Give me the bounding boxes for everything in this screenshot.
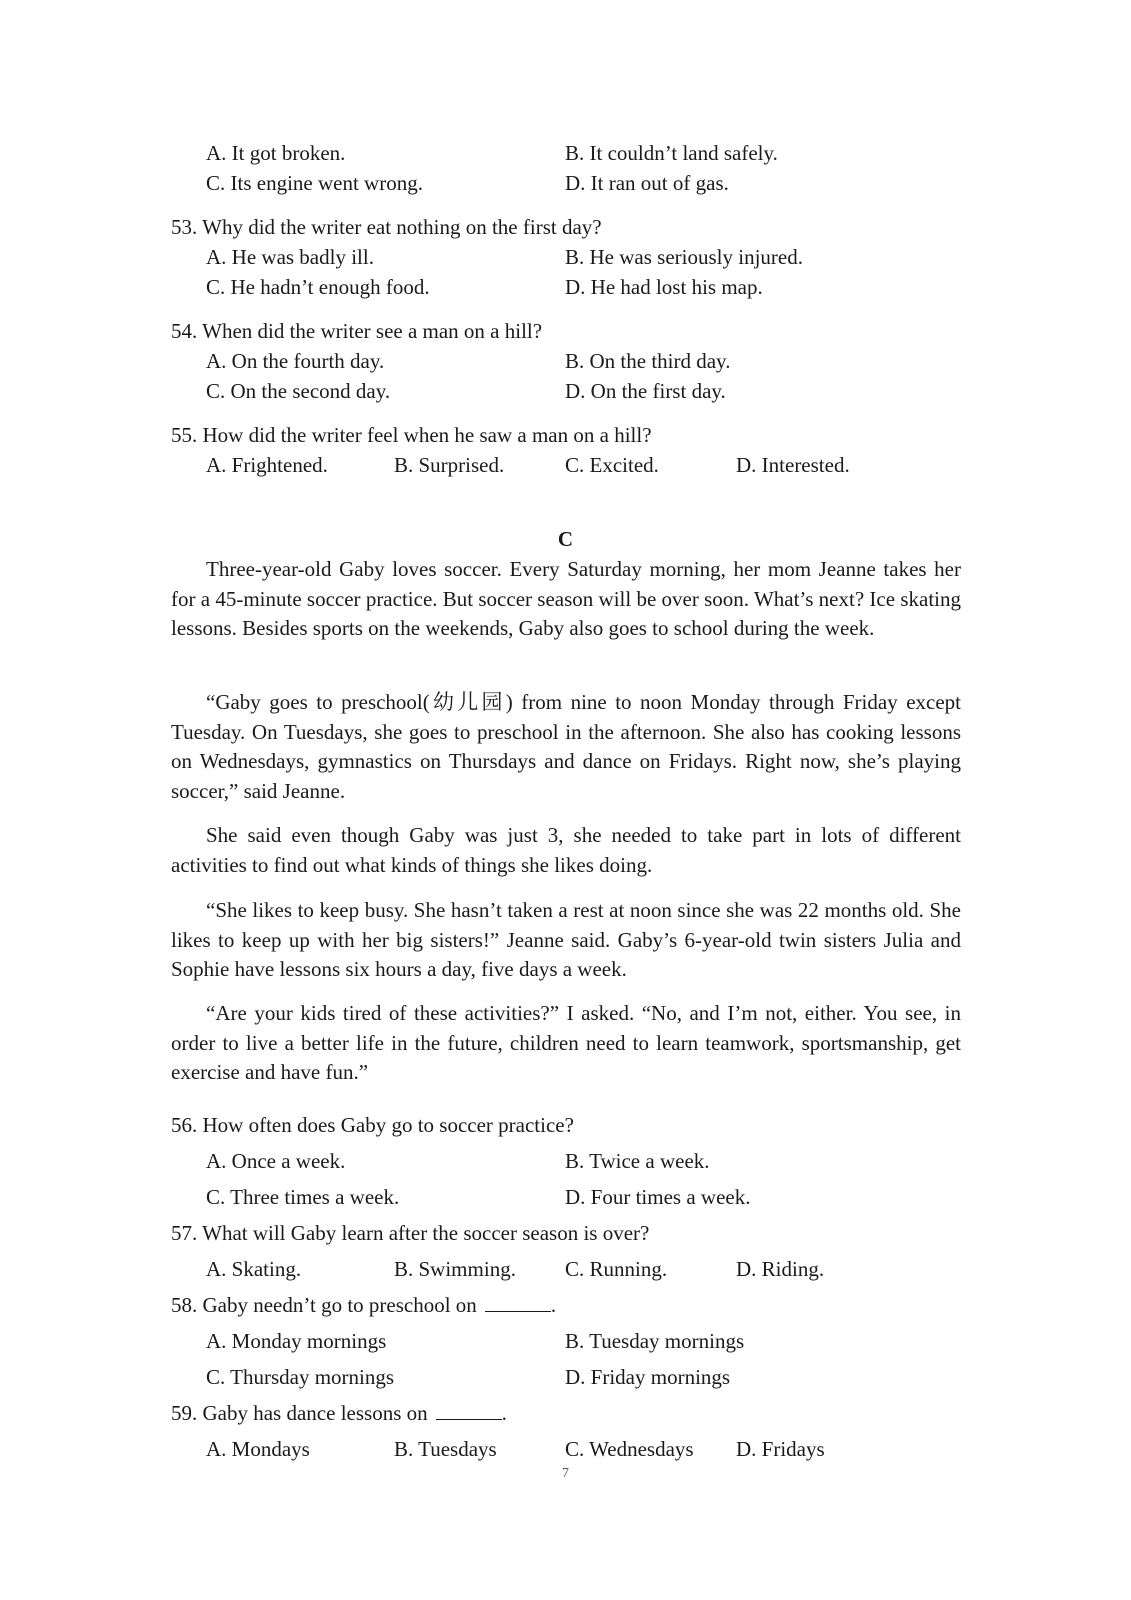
- q53-option-a: A. He was badly ill.: [206, 245, 374, 269]
- passage-paragraph-3: She said even though Gaby was just 3, she needed to take part in lots of different activities to find out what kinds of things she likes doing.: [171, 823, 961, 877]
- q56-option-a: A. Once a week.: [206, 1149, 346, 1173]
- q57-option-d: D. Riding.: [736, 1257, 825, 1281]
- q57-option-c: C. Running.: [565, 1257, 668, 1281]
- q55-option-d: D. Interested.: [736, 453, 850, 477]
- q59-option-d: D. Fridays: [736, 1437, 825, 1461]
- passage-paragraph-4: “She likes to keep busy. She hasn’t taken a rest at noon since she was 22 months old. She likes to keep up with her big sisters!” Jeanne said. Gaby’s 6-year-old twin sisters Julia and Sophie have lessons six hours a day, five days a week.: [171, 898, 961, 981]
- q55-option-b: B. Surprised.: [394, 453, 505, 477]
- q59-option-b: B. Tuesdays: [394, 1437, 497, 1461]
- q59-option-a: A. Mondays: [206, 1437, 310, 1461]
- q57-option-b: B. Swimming.: [394, 1257, 516, 1281]
- q58-answer-blank: [485, 1294, 551, 1312]
- passage-paragraph-2: “Gaby goes to preschool(幼儿园) from nine to noon Monday through Friday except Tuesday. On Tuesdays, she goes to preschool in the afternoon. She also has cooking lessons on Wednesdays, gymnastics on Thursdays and dance on Fridays. Right now, she’s playing soccer,” said Jeanne.: [171, 690, 961, 803]
- passage-paragraph-5: “Are your kids tired of these activities?” I asked. “No, and I’m not, either. You see, in order to live a better life in the future, children need to learn teamwork, sportsmanship, get exercise and have fun.”: [171, 1001, 961, 1084]
- q59-question: 59. Gaby has dance lessons on: [171, 1401, 428, 1425]
- q57-question: 57. What will Gaby learn after the soccer season is over?: [171, 1221, 650, 1245]
- q54-option-c: C. On the second day.: [206, 379, 391, 403]
- section-heading: C: [557, 527, 574, 551]
- q59-answer-blank: [436, 1402, 502, 1420]
- q59-question-line: [171, 1400, 507, 1426]
- q58-option-d: D. Friday mornings: [565, 1365, 731, 1389]
- q58-question-line: [171, 1292, 556, 1318]
- q53-option-c: C. He hadn’t enough food.: [206, 275, 430, 299]
- q54-option-a: A. On the fourth day.: [206, 349, 385, 373]
- q58-option-b: B. Tuesday mornings: [565, 1329, 745, 1353]
- q52-option-a: A. It got broken.: [206, 141, 346, 165]
- q56-option-b: B. Twice a week.: [565, 1149, 710, 1173]
- q56-option-c: C. Three times a week.: [206, 1185, 400, 1209]
- page-number: 7: [562, 1466, 569, 1481]
- q56-option-d: D. Four times a week.: [565, 1185, 751, 1209]
- q53-option-b: B. He was seriously injured.: [565, 245, 803, 269]
- q59-question-end: .: [501, 1401, 507, 1425]
- q54-question: 54. When did the writer see a man on a hill?: [171, 319, 543, 343]
- q53-question: 53. Why did the writer eat nothing on the first day?: [171, 215, 602, 239]
- q55-option-c: C. Excited.: [565, 453, 659, 477]
- q53-option-d: D. He had lost his map.: [565, 275, 763, 299]
- q54-option-b: B. On the third day.: [565, 349, 731, 373]
- q56-question: 56. How often does Gaby go to soccer practice?: [171, 1113, 574, 1137]
- passage-paragraph-1: Three-year-old Gaby loves soccer. Every Saturday morning, her mom Jeanne takes her for a 45-minute soccer practice. But soccer season will be over soon. What’s next? Ice skating lessons. Besides sports on the weekends, Gaby also goes to school during the week.: [171, 557, 961, 640]
- q58-option-c: C. Thursday mornings: [206, 1365, 395, 1389]
- q52-option-b: B. It couldn’t land safely.: [565, 141, 778, 165]
- q57-option-a: A. Skating.: [206, 1257, 302, 1281]
- q55-option-a: A. Frightened.: [206, 453, 328, 477]
- q54-option-d: D. On the first day.: [565, 379, 726, 403]
- q58-option-a: A. Monday mornings: [206, 1329, 387, 1353]
- q52-option-c: C. Its engine went wrong.: [206, 171, 423, 195]
- q55-question: 55. How did the writer feel when he saw a man on a hill?: [171, 423, 652, 447]
- q59-option-c: C. Wednesdays: [565, 1437, 694, 1461]
- q58-question: 58. Gaby needn’t go to preschool on: [171, 1293, 477, 1317]
- q58-question-end: .: [550, 1293, 557, 1317]
- q52-option-d: D. It ran out of gas.: [565, 171, 729, 195]
